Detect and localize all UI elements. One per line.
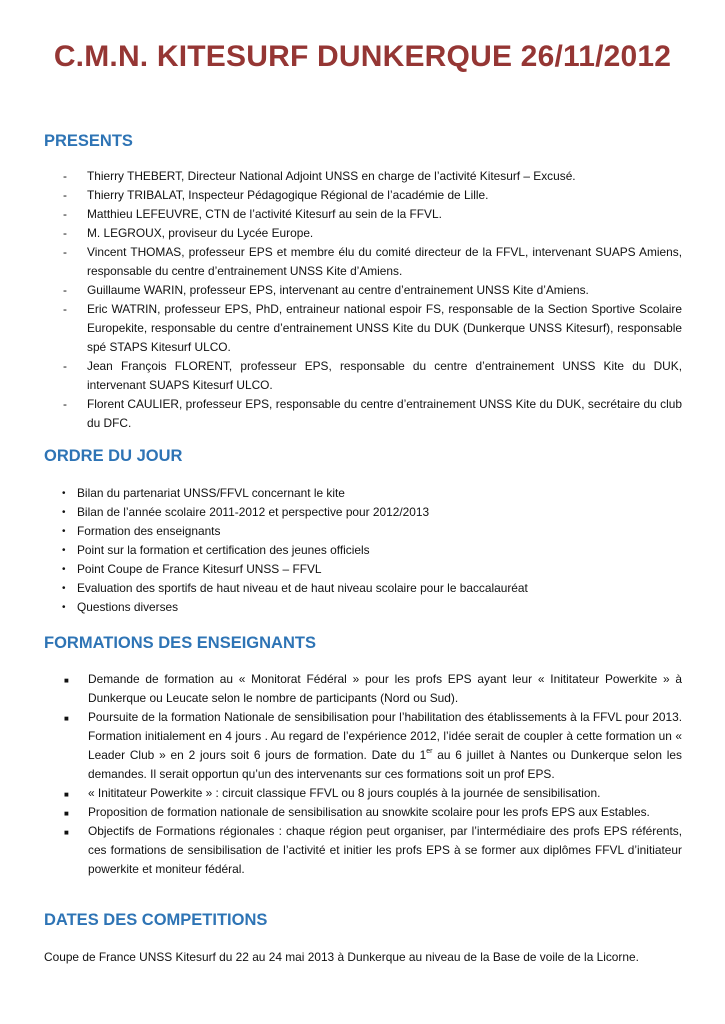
dash-marker: - (63, 397, 67, 411)
heading-dates: DATES DES COMPETITIONS (44, 911, 268, 929)
square-bullet-icon: ■ (64, 676, 69, 685)
dash-marker: - (63, 302, 67, 316)
list-item: - Vincent THOMAS, professeur EPS et membre élu du comité directeur de la FFVL, intervenant SUAPS Amiens, responsable du centre d’entrainement UNSS Kite d’Amiens. (63, 245, 682, 278)
square-bullet-icon: ■ (64, 714, 69, 723)
square-bullet-icon: ■ (64, 809, 69, 818)
bullet-icon: • (62, 545, 66, 556)
list-item: - Florent CAULIER, professeur EPS, responsable du centre d’entrainement UNSS Kite du DUK, secrétaire du club du DFC. (63, 397, 682, 430)
list-item: - Guillaume WARIN, professeur EPS, intervenant au centre d’entrainement UNSS Kite d’Amiens. (60, 281, 682, 300)
list-item: • Bilan du partenariat UNSS/FFVL concernant le kite (60, 484, 682, 503)
list-item: - Matthieu LEFEUVRE, CTN de l’activité Kitesurf au sein de la FFVL. (60, 205, 682, 224)
dates-paragraph: Coupe de France UNSS Kitesurf du 22 au 24 mai 2013 à Dunkerque au niveau de la Base de voile de la Licorne. (44, 950, 639, 964)
dash-marker: - (63, 245, 67, 259)
dash-marker: - (63, 169, 67, 183)
bullet-icon: • (62, 526, 66, 537)
list-item: - M. LEGROUX, proviseur du Lycée Europe. (60, 224, 682, 243)
dash-marker: - (63, 188, 67, 202)
dash-marker: - (63, 283, 67, 297)
list-item: ■ « Inititateur Powerkite » : circuit classique FFVL ou 8 jours couplés à la journée de sensibilisation. (60, 784, 682, 803)
heading-presents: PRESENTS (44, 132, 133, 150)
presents-list (60, 167, 682, 433)
square-bullet-icon: ■ (64, 828, 69, 837)
dash-marker: - (63, 226, 67, 240)
square-bullet-icon: ■ (64, 790, 69, 799)
list-item: ■ Poursuite de la formation Nationale de sensibilisation pour l’habilitation des établissements à la FFVL pour 2013. Formation initialement en 4 jours . Au regard de l’expérience 2012, l’idée serait de coupler à cette formation un « Leader Club » en 2 jours soit 6 jours de formation. Date du 1er au 6 juillet à Nantes ou Dunkerque selon les demandes. Il serait opportun qu’un des intervenants sur ces formations soit un prof EPS. (64, 710, 682, 781)
list-item: - Thierry THEBERT, Directeur National Adjoint UNSS en charge de l’activité Kitesurf – Excusé. (60, 167, 682, 186)
dash-marker: - (63, 207, 67, 221)
list-item: • Formation des enseignants (60, 522, 682, 541)
ordre-list (60, 484, 682, 617)
heading-formations: FORMATIONS DES ENSEIGNANTS (44, 634, 316, 652)
bullet-icon: • (62, 488, 66, 499)
heading-ordre-du-jour: ORDRE DU JOUR (44, 447, 183, 465)
bullet-icon: • (62, 507, 66, 518)
list-item: - Jean François FLORENT, professeur EPS, responsable du centre d’entrainement UNSS Kite du DUK, intervenant SUAPS Kitesurf ULCO. (63, 359, 682, 392)
list-item: - Eric WATRIN, professeur EPS, PhD, entraineur national espoir FS, responsable de la Section Sportive Scolaire Europekite, responsable du centre d’entrainement UNSS Kite du DUK (Dunkerque UNSS Kitesurf), responsable spé STAPS Kitesurf ULCO. (63, 302, 682, 354)
list-item: - Thierry TRIBALAT, Inspecteur Pédagogique Régional de l’académie de Lille. (60, 186, 682, 205)
list-item: • Evaluation des sportifs de haut niveau et de haut niveau scolaire pour le baccalauréat (60, 579, 682, 598)
list-item: • Questions diverses (60, 598, 682, 617)
list-item: ■ Objectifs de Formations régionales : chaque région peut organiser, par l’intermédiaire des profs EPS référents, ces formations de sensibilisation de l’activité et initier les profs EPS à se former aux diplômes FFVL d’initiateur powerkite et moniteur fédéral. (64, 824, 682, 876)
list-item: ■ Proposition de formation nationale de sensibilisation au snowkite scolaire pour les profs EPS aux Estables. (60, 803, 682, 822)
bullet-icon: • (62, 602, 66, 613)
list-item: • Point Coupe de France Kitesurf UNSS – FFVL (60, 560, 682, 579)
dash-marker: - (63, 359, 67, 373)
list-item: • Bilan de l’année scolaire 2011-2012 et perspective pour 2012/2013 (60, 503, 682, 522)
list-item: ■ Demande de formation au « Monitorat Fédéral » pour les profs EPS ayant leur « Inititateur Powerkite » à Dunkerque ou Leucate selon le nombre de participants (Nord ou Sud). (64, 672, 682, 705)
bullet-icon: • (62, 564, 66, 575)
document-title: C.M.N. KITESURF DUNKERQUE 26/11/2012 (53, 40, 672, 73)
bullet-icon: • (62, 583, 66, 594)
list-item: • Point sur la formation et certification des jeunes officiels (60, 541, 682, 560)
formations-list (60, 670, 682, 879)
